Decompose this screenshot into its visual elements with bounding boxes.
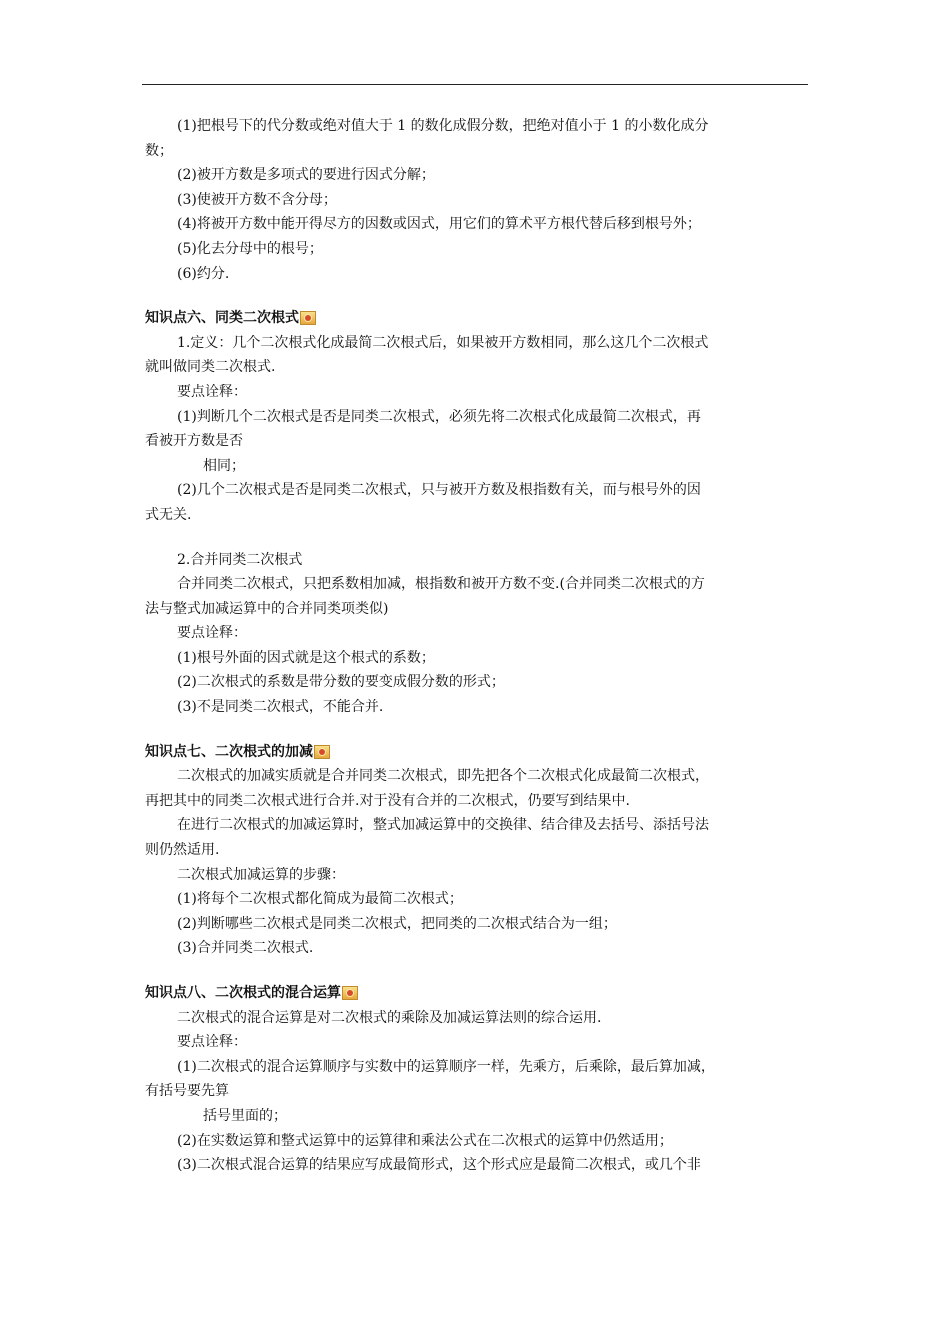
spacer (145, 286, 807, 306)
s6-note-2: (2)几个二次根式是否是同类二次根式，只与被开方数及根指数有关，而与根号外的因 (177, 482, 701, 499)
section-7-heading (145, 740, 807, 765)
s7-step-1: (1)将每个二次根式都化简成为最简二次根式； (177, 891, 463, 908)
spacer (145, 720, 807, 740)
spacer (145, 528, 807, 548)
bookmark-icon[interactable] (300, 311, 316, 325)
s8-paragraph-1: 二次根式的混合运算是对二次根式的乘除及加减运算法则的综合运用. (177, 1009, 602, 1026)
s6-note-1-cont2: 相同； (203, 457, 245, 474)
s7-step-2: (2)判断哪些二次根式是同类二次根式，把同类的二次根式结合为一组； (177, 915, 617, 932)
s6-definition-cont: 就叫做同类二次根式. (145, 359, 276, 376)
s8-note-2: (2)在实数运算和整式运算中的运算律和乘法公式在二次根式的运算中仍然适用； (177, 1132, 673, 1149)
s8-note-1: (1)二次根式的混合运算顺序与实数中的运算顺序一样，先乘方，后乘除，最后算加减， (177, 1058, 715, 1075)
header-rule (142, 84, 808, 85)
s6-merge-note-1: (1)根号外面的因式就是这个根式的系数； (177, 649, 435, 666)
spacer (145, 961, 807, 981)
s8-note-3: (3)二次根式混合运算的结果应写成最简形式，这个形式应是最简二次根式，或几个非 (177, 1157, 701, 1174)
s6-merge-note-2: (2)二次根式的系数是带分数的要变成假分数的形式； (177, 674, 505, 691)
s5-item-1: (1)把根号下的代分数或绝对值大于 1 的数化成假分数，把绝对值小于 1 的小数化成分 (177, 118, 709, 134)
s6-merge-title: 2.合并同类二次根式 (177, 551, 303, 568)
s7-steps-label: 二次根式加减运算的步骤： (177, 866, 345, 883)
s6-merge-text-cont: 法与整式加减运算中的合并同类项类似) (145, 600, 389, 617)
s6-merge-text: 合并同类二次根式，只把系数相加减，根指数和被开方数不变.(合并同类二次根式的方 (177, 576, 705, 593)
bookmark-icon[interactable] (314, 745, 330, 759)
s8-note-label: 要点诠释： (177, 1034, 247, 1051)
s5-item-5: (5)化去分母中的根号； (177, 240, 323, 257)
s6-note-2-cont: 式无关. (145, 506, 192, 523)
s5-item-1-cont: 数； (145, 142, 173, 159)
section-8-title: 知识点八、二次根式的混合运算 (145, 985, 341, 1001)
s6-note-1: (1)判断几个二次根式是否是同类二次根式，必须先将二次根式化成最简二次根式，再 (177, 408, 701, 425)
bookmark-icon[interactable] (342, 986, 358, 1000)
s6-definition: 1.定义：几个二次根式化成最简二次根式后，如果被开方数相同，那么这几个二次根式 (177, 334, 709, 351)
section-8-heading (145, 981, 807, 1006)
s5-item-6: (6)约分. (177, 265, 230, 282)
s7-step-3: (3)合并同类二次根式. (177, 940, 314, 957)
section-6-title: 知识点六、同类二次根式 (145, 310, 299, 327)
s5-item-2: (2)被开方数是多项式的要进行因式分解； (177, 167, 435, 184)
s7-paragraph-1-cont: 再把其中的同类二次根式进行合并.对于没有合并的二次根式，仍要写到结果中. (145, 792, 630, 809)
document-body (145, 114, 807, 1178)
section-6-heading (145, 306, 807, 331)
s8-note-1-cont2: 括号里面的； (203, 1107, 287, 1124)
s7-paragraph-1: 二次根式的加减实质就是合并同类二次根式，即先把各个二次根式化成最简二次根式， (177, 768, 709, 785)
s6-merge-note-3: (3)不是同类二次根式，不能合并. (177, 699, 384, 716)
s7-paragraph-2: 在进行二次根式的加减运算时，整式加减运算中的交换律、结合律及去括号、添括号法 (177, 817, 709, 834)
s6-note-label: 要点诠释： (177, 383, 247, 400)
section-7-title: 知识点七、二次根式的加减 (145, 743, 313, 760)
s5-item-3: (3)使被开方数不含分母； (177, 191, 337, 208)
s6-note-label-2: 要点诠释： (177, 625, 247, 642)
s6-note-1-cont: 看被开方数是否 (145, 433, 243, 450)
s7-paragraph-2-cont: 则仍然适用. (145, 842, 220, 859)
s5-item-4: (4)将被开方数中能开得尽方的因数或因式，用它们的算术平方根代替后移到根号外； (177, 216, 701, 233)
s8-note-1-cont: 有括号要先算 (145, 1083, 229, 1100)
